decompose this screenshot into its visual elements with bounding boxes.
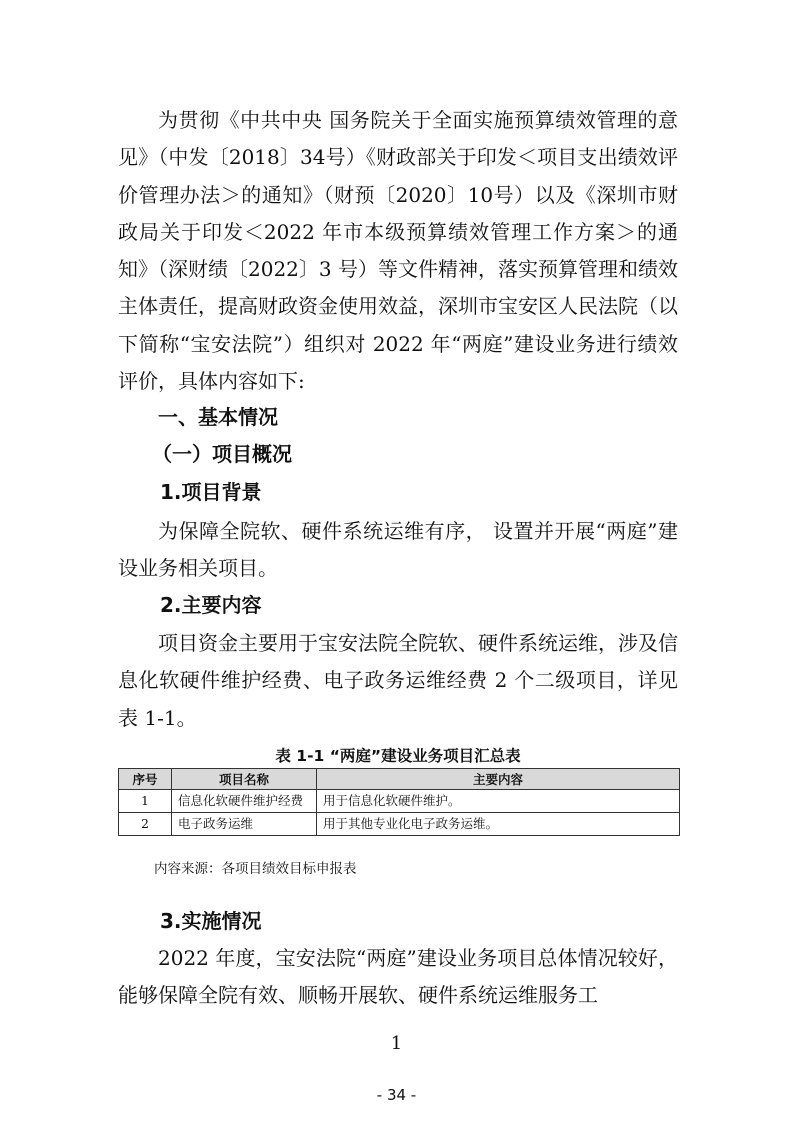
header-index: 序号 — [119, 769, 172, 790]
cell-project-name: 电子政务运维 — [172, 813, 317, 836]
cell-main-content: 用于其他专业化电子政务运维。 — [317, 813, 680, 836]
page-number: 1 — [390, 1033, 403, 1054]
content-paragraph: 项目资金主要用于宝安法院全院软、硬件系统运维，涉及信息化软硬件维护经费、电子政务运维经费 2 个二级项目，详见表 1-1。 — [118, 631, 678, 730]
intro-paragraph: 为贯彻《中共中央 国务院关于全面实施预算绩效管理的意见》（中发〔2018〕34号）《财政部关于印发＜项目支出绩效评价管理办法＞的通知》（财预〔2020〕10号）以及《深圳市财政局关于印发＜2022 年市本级预算绩效管理工作方案＞的通知》（深财绩〔2022〕3 号）等文件精神，落实预算管理和绩效主体责任，提高财政资金使用效益，深圳市宝安区人民法院（以下简称“宝安法院”）组织对 2022 年“两庭”建设业务进行绩效评价，具体内容如下: — [118, 108, 678, 394]
cell-index: 1 — [119, 790, 172, 813]
table-source-note: 内容来源：各项目绩效目标申报表 — [154, 861, 357, 877]
table-row — [119, 813, 680, 836]
background-paragraph: 为保障全院软、硬件系统运维有序， 设置并开展“两庭”建设业务相关项目。 — [118, 519, 678, 581]
cell-project-name: 信息化软硬件维护经费 — [172, 790, 317, 813]
table-caption: 表 1-1 “两庭”建设业务项目汇总表 — [275, 747, 521, 765]
implementation-paragraph: 2022 年度，宝安法院“两庭”建设业务项目总体情况较好，能够保障全院有效、顺畅开展软、硬件系统运维服务工 — [118, 946, 678, 1008]
project-summary-table — [118, 768, 680, 836]
table-header-row — [119, 769, 680, 790]
heading-main-content: 2.主要内容 — [160, 593, 262, 617]
cell-index: 2 — [119, 813, 172, 836]
heading-project-background: 1.项目背景 — [160, 480, 262, 504]
subsection-heading-overview: （一）项目概况 — [152, 442, 292, 466]
header-main-content: 主要内容 — [317, 769, 680, 790]
table-row — [119, 790, 680, 813]
section-heading-basic: 一、基本情况 — [158, 405, 278, 429]
footer-page-number: - 34 - — [376, 1086, 417, 1104]
header-project-name: 项目名称 — [172, 769, 317, 790]
cell-main-content: 用于信息化软硬件维护。 — [317, 790, 680, 813]
heading-implementation: 3.实施情况 — [160, 909, 262, 933]
